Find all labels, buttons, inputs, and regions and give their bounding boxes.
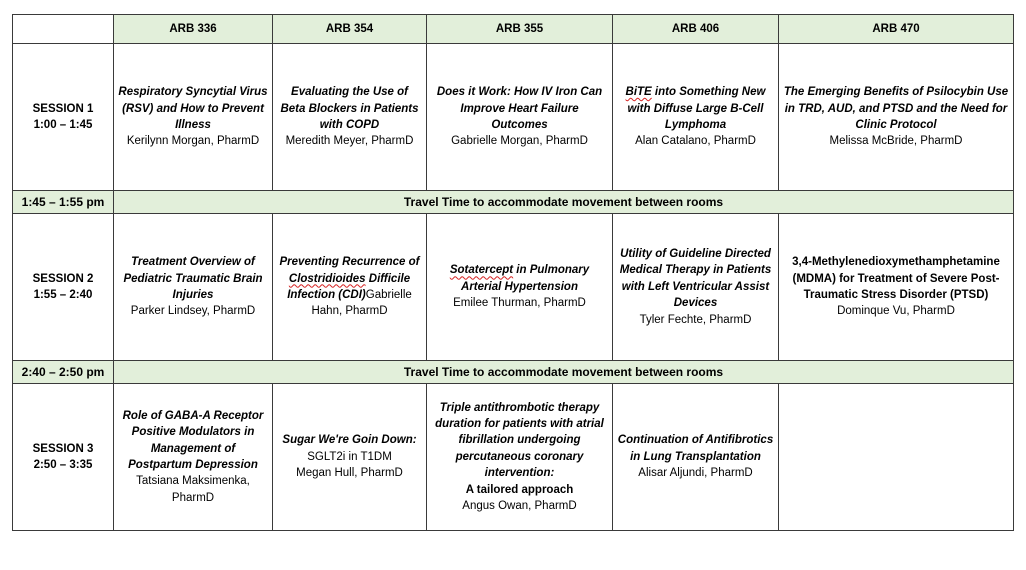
session-label-cell — [13, 384, 114, 531]
talk-speaker: Melissa McBride, PharmD — [829, 135, 963, 148]
talk-speaker: Tyler Fechte, PharmD — [639, 313, 752, 326]
empty-talk-cell — [779, 384, 1014, 531]
spellcheck-word: Clostridioides — [288, 272, 366, 285]
talk-speaker: Tatsiana Maksimenka, PharmD — [136, 475, 250, 504]
talk-title — [277, 254, 422, 320]
talk-cell — [427, 384, 613, 531]
talk-title: Treatment Overview of Pediatric Traumatic Brain Injuries — [123, 256, 263, 301]
spellcheck-word: Sotatercept — [449, 264, 514, 277]
talk-cell — [613, 214, 779, 361]
session-name: SESSION 2 — [32, 272, 94, 285]
break-row — [13, 191, 1014, 214]
talk-title: 3,4-Methylenedioxymethamphetamine (MDMA) for Treatment of Severe Post-Traumatic Stress Disorder (PTSD) — [792, 256, 1000, 301]
break-label: Travel Time to accommodate movement between rooms — [114, 191, 1014, 214]
talk-title: Respiratory Syncytial Virus (RSV) and How to Prevent Illness — [118, 86, 268, 131]
talk-title-rest: in Pulmonary Arterial Hypertension — [461, 264, 590, 293]
break-label: Travel Time to accommodate movement between rooms — [114, 361, 1014, 384]
break-time: 2:40 – 2:50 pm — [13, 361, 114, 384]
session-schedule-table — [12, 14, 1014, 531]
session-time: 1:55 – 2:40 — [33, 289, 93, 301]
talk-cell — [273, 214, 427, 361]
break-time: 1:45 – 1:55 pm — [13, 191, 114, 214]
header-row — [13, 15, 1014, 44]
talk-title — [617, 84, 774, 133]
room-header: ARB 354 — [273, 15, 427, 44]
talk-cell — [779, 214, 1014, 361]
talk-cell — [613, 44, 779, 191]
talk-title: The Emerging Benefits of Psilocybin Use in TRD, AUD, and PTSD and the Need for Clinic Protocol — [783, 86, 1009, 131]
spellcheck-word: BiTE — [625, 86, 652, 99]
talk-speaker: Emilee Thurman, PharmD — [453, 297, 586, 310]
talk-speaker: Parker Lindsey, PharmD — [130, 305, 256, 318]
session-time: 2:50 – 3:35 — [33, 459, 93, 471]
corner-cell — [13, 15, 114, 44]
talk-title — [431, 262, 608, 295]
session-time: 1:00 – 1:45 — [33, 119, 93, 131]
talk-title: Evaluating the Use of Beta Blockers in Patients with COPD — [280, 86, 419, 131]
talk-speaker: Gabrielle Hahn, PharmD — [311, 289, 412, 318]
talk-title: Triple antithrombotic therapy duration for patients with atrial fibrillation undergoing percutaneous coronary intervention: — [435, 401, 604, 480]
session-row — [13, 44, 1014, 191]
talk-title: Continuation of Antifibrotics in Lung Transplantation — [617, 434, 774, 463]
session-name: SESSION 3 — [32, 442, 94, 455]
talk-title-tail: A tailored approach — [465, 483, 574, 496]
talk-speaker: Alan Catalano, PharmD — [635, 135, 756, 148]
talk-title: Sugar We're Goin Down: — [282, 434, 417, 447]
talk-speaker: Dominque Vu, PharmD — [837, 305, 955, 318]
talk-speaker: Meredith Meyer, PharmD — [285, 135, 414, 148]
room-header: ARB 355 — [427, 15, 613, 44]
talk-cell — [273, 44, 427, 191]
talk-title: Role of GABA-A Receptor Positive Modulators in Management of Postpartum Depression — [122, 409, 264, 471]
talk-title-line2: SGLT2i in T1DM — [307, 450, 392, 463]
talk-speaker: Megan Hull, PharmD — [296, 467, 403, 480]
room-header: ARB 336 — [114, 15, 273, 44]
talk-speaker: Gabrielle Morgan, PharmD — [451, 135, 588, 148]
talk-cell — [427, 214, 613, 361]
talk-speaker: Kerilynn Morgan, PharmD — [126, 135, 260, 148]
talk-cell — [114, 384, 273, 531]
talk-cell — [779, 44, 1014, 191]
talk-title-rest: into Something New with Diffuse Large B-Cell Lymphoma — [627, 86, 766, 131]
room-header: ARB 470 — [779, 15, 1014, 44]
talk-cell — [114, 214, 273, 361]
talk-title: Does it Work: How IV Iron Can Improve Heart Failure Outcomes — [436, 86, 603, 131]
session-row — [13, 214, 1014, 361]
session-label-cell — [13, 44, 114, 191]
session-row — [13, 384, 1014, 531]
talk-title: Utility of Guideline Directed Medical Therapy in Patients with Left Ventricular Assist Devices — [619, 247, 772, 310]
talk-cell — [114, 44, 273, 191]
talk-cell — [273, 384, 427, 531]
talk-cell — [613, 384, 779, 531]
session-name: SESSION 1 — [32, 102, 94, 115]
room-header: ARB 406 — [613, 15, 779, 44]
break-row — [13, 361, 1014, 384]
session-label-cell — [13, 214, 114, 361]
talk-cell — [427, 44, 613, 191]
talk-speaker: Alisar Aljundi, PharmD — [638, 467, 753, 480]
talk-title-part: Difficile Infection (CDI) — [287, 272, 411, 301]
talk-speaker: Angus Owan, PharmD — [462, 500, 577, 513]
talk-title-part: Preventing Recurrence of — [279, 256, 420, 269]
